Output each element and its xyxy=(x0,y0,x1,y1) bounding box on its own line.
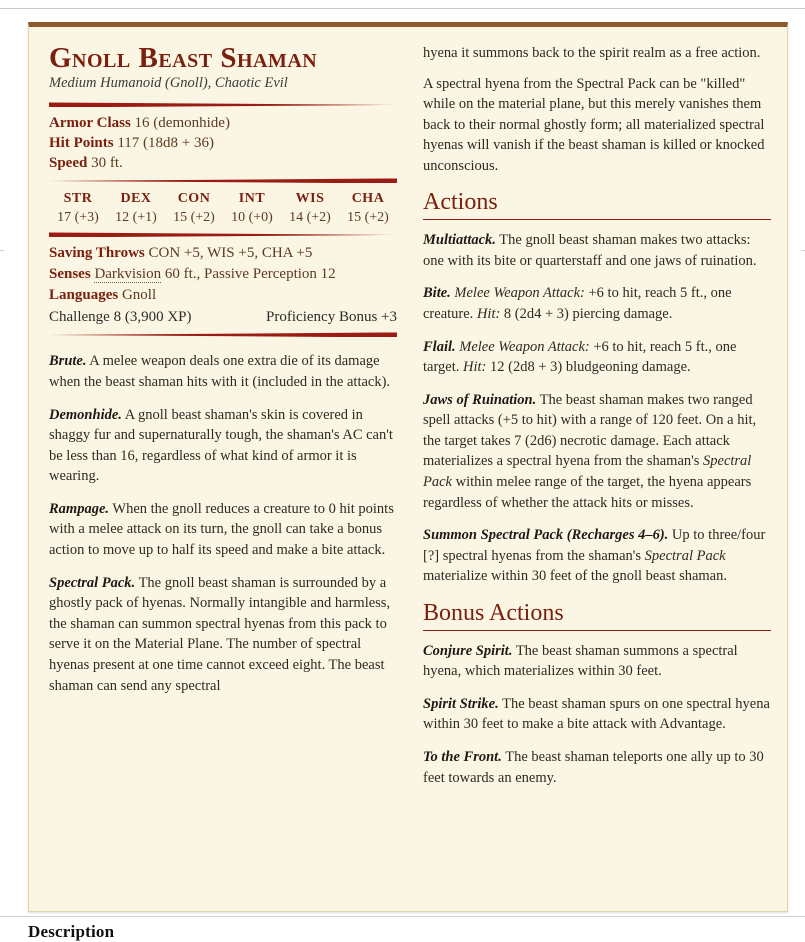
ability-score-table xyxy=(49,191,397,226)
traits-list xyxy=(49,351,397,696)
action-jaws-text-2: within melee range of the target, the hyena appears regardless of whether the attack hits or misses. xyxy=(423,474,752,511)
bonus-action-conjure-spirit-text: The beast shaman summons a spectral hyena, which materializes within 30 feet. xyxy=(423,642,738,680)
proficiency-line xyxy=(266,309,397,326)
ability-wis-value: 14 xyxy=(289,210,304,226)
ability-dex-value: 12 xyxy=(115,210,130,226)
trait-rampage-text: When the gnoll reduces a creature to 0 hit points with a melee attack on its turn, the gnoll can take a bonus action to move up to half its speed and make a bite attack. xyxy=(49,500,394,559)
spectral-pack-continuation xyxy=(423,43,771,176)
trait-demonhide xyxy=(49,405,397,487)
ability-int-value: 10 xyxy=(231,210,246,226)
bonus-action-spirit-strike xyxy=(423,694,771,735)
action-jaws-of-ruination-name: Jaws of Ruination. xyxy=(423,391,537,408)
tapered-rule-top xyxy=(49,102,397,107)
ability-dex-score xyxy=(107,210,165,226)
challenge-label: Challenge xyxy=(49,309,110,326)
bonus-action-spirit-strike-name: Spirit Strike. xyxy=(423,695,499,712)
action-flail-name: Flail. xyxy=(423,338,456,355)
action-flail-hit-label: Hit: xyxy=(463,359,487,376)
left-edge-tick xyxy=(0,250,4,251)
action-flail-hit-detail: 12 (2d8 + 3) bludgeoning damage. xyxy=(486,359,691,376)
senses-label: Senses xyxy=(49,266,91,283)
action-summon-text-2: materialize within 30 feet of the gnoll beast shaman. xyxy=(423,568,727,585)
statblock-right-column xyxy=(423,43,771,901)
hit-points-line xyxy=(49,135,397,152)
challenge-value: 8 (3,900 XP) xyxy=(113,309,192,326)
action-bite-attack-label: Melee Weapon Attack: xyxy=(454,285,585,302)
ability-wis-mod: (+2) xyxy=(306,210,331,226)
action-bite-hit-label: Hit: xyxy=(476,306,501,322)
trait-spectral-pack-text: The gnoll beast shaman is surrounded by a ghostly pack of hyenas. Normally intangible and harmless, the shaman can summon spectral hyenas from this pack to serve it on the Material Plane. The number of spectral hyenas present at one time cannot exceed eight. The beast shaman can send any spectral xyxy=(49,574,391,694)
hit-points-label: Hit Points xyxy=(49,135,114,152)
action-jaws-of-ruination xyxy=(423,390,771,513)
ability-dex-mod: (+1) xyxy=(132,210,157,226)
ability-dex xyxy=(107,191,165,226)
ability-con-value: 15 xyxy=(173,210,188,226)
trait-brute xyxy=(49,351,397,392)
trait-rampage-name: Rampage. xyxy=(49,500,110,517)
statblock-columns xyxy=(49,42,770,901)
ability-wis-abbr: WIS xyxy=(295,191,325,207)
statblock-left-column xyxy=(49,43,397,901)
trait-rampage xyxy=(49,499,397,561)
bonus-action-to-the-front xyxy=(423,747,771,788)
action-bite xyxy=(423,283,771,324)
armor-class-value: 16 (demonhide) xyxy=(134,115,230,132)
action-bite-hit-detail: 8 (2d4 + 3) piercing damage. xyxy=(500,306,673,322)
continuation-paragraph-1: hyena it summons back to the spirit realm as a free action. xyxy=(423,45,761,61)
armor-class-label: Armor Class xyxy=(49,115,131,132)
ability-con-abbr: CON xyxy=(177,191,211,207)
senses-line xyxy=(49,266,397,283)
actions-heading-rule xyxy=(423,219,771,220)
creature-name: Gnoll Beast Shaman xyxy=(49,42,318,74)
trait-brute-name: Brute. xyxy=(49,353,87,370)
description-heading: Description xyxy=(28,922,115,941)
ability-cha xyxy=(339,191,397,226)
action-jaws-spectral-pack-ref: Spectral Pack xyxy=(423,453,752,491)
saving-throws-value: CON +5, WIS +5, CHA +5 xyxy=(148,245,313,262)
bonus-action-conjure-spirit xyxy=(423,641,771,682)
speed-label: Speed xyxy=(49,155,88,172)
action-multiattack xyxy=(423,230,771,271)
action-bite-attack-detail: +6 to hit, reach 5 ft., one creature. xyxy=(423,285,732,322)
ability-str-score xyxy=(49,210,107,226)
action-multiattack-name: Multiattack. xyxy=(423,232,496,249)
monster-statblock xyxy=(28,22,788,912)
action-flail-attack-label: Melee Weapon Attack: xyxy=(459,338,590,355)
action-summon-spectral-pack-ref: Spectral Pack xyxy=(644,547,726,564)
ability-con xyxy=(165,191,223,226)
speed-line xyxy=(49,155,397,172)
speed-value: 30 ft. xyxy=(91,155,123,172)
ability-str xyxy=(49,191,107,226)
page-bottom-divider xyxy=(0,916,805,917)
creature-type-line: Medium Humanoid (Gnoll), Chaotic Evil xyxy=(49,75,288,92)
senses-value: 60 ft., Passive Perception 12 xyxy=(164,266,336,283)
ability-int-score xyxy=(223,210,281,226)
action-flail xyxy=(423,337,771,378)
languages-label: Languages xyxy=(49,287,119,304)
senses-darkvision-link[interactable]: Darkvision xyxy=(94,266,162,283)
trait-demonhide-text: A gnoll beast shaman's skin is covered in shaggy fur and supernaturally tough, the shaman's AC can't be less than 16, regardless of what kind of armor it is wearing. xyxy=(49,406,393,485)
languages-value: Gnoll xyxy=(121,287,157,304)
action-summon-spectral-pack-name: Summon Spectral Pack (Recharges 4–6). xyxy=(423,527,669,544)
action-summon-text-1: Up to three/four [?] spectral hyenas from the shaman's xyxy=(423,527,766,564)
bonus-action-spirit-strike-text: The beast shaman spurs on one spectral hyena within 30 feet to make a bite attack with Advantage. xyxy=(423,695,770,733)
actions-heading: Actions xyxy=(423,189,498,216)
action-bite-name: Bite. xyxy=(423,285,451,302)
ability-con-mod: (+2) xyxy=(190,210,215,226)
challenge-line xyxy=(49,309,192,326)
ability-cha-abbr: CHA xyxy=(351,191,385,207)
secondary-stats xyxy=(49,245,397,326)
right-edge-tick xyxy=(801,250,805,251)
saving-throws-line xyxy=(49,245,397,262)
proficiency-label: Proficiency Bonus xyxy=(266,309,378,326)
action-summon-spectral-pack xyxy=(423,525,771,587)
trait-brute-text: A melee weapon deals one extra die of its damage when the beast shaman hits with it (included in the attack). xyxy=(49,353,391,391)
proficiency-value: +3 xyxy=(381,309,397,326)
armor-class-line xyxy=(49,115,397,132)
ability-str-abbr: STR xyxy=(63,191,93,207)
action-flail-attack-detail: +6 to hit, reach 5 ft., one target. xyxy=(423,338,737,376)
ability-int-abbr: INT xyxy=(238,191,266,207)
action-multiattack-text: The gnoll beast shaman makes two attacks: one with its bite or quarterstaff and one jaws of ruination. xyxy=(423,232,757,269)
ability-str-value: 17 xyxy=(57,210,72,226)
ability-str-mod: (+3) xyxy=(74,210,99,226)
languages-line xyxy=(49,287,397,304)
saving-throws-label: Saving Throws xyxy=(49,245,145,262)
bonus-action-to-the-front-text: The beast shaman teleports one ally up to 30 feet towards an enemy. xyxy=(423,749,764,786)
ability-dex-abbr: DEX xyxy=(120,191,152,207)
trait-demonhide-name: Demonhide. xyxy=(49,406,122,423)
challenge-row xyxy=(49,309,397,326)
ability-wis-score xyxy=(281,210,339,226)
tapered-rule-abilities-top xyxy=(49,178,397,183)
tapered-rule-traits xyxy=(49,332,397,337)
ability-cha-mod: (+2) xyxy=(364,210,389,226)
bonus-actions-heading: Bonus Actions xyxy=(423,599,564,626)
bonus-action-conjure-spirit-name: Conjure Spirit. xyxy=(423,642,513,659)
ability-int xyxy=(223,191,281,226)
bonus-actions-heading-rule xyxy=(423,630,771,631)
page-top-divider xyxy=(0,8,805,9)
continuation-paragraph-2: A spectral hyena from the Spectral Pack can be "killed" while on the material plane, but this merely vanishes them back to their normal ghostly form; all materialized spectral hyenas will vanish if the beast shaman is killed or knocked unconscious. xyxy=(423,75,765,174)
action-jaws-text-1: The beast shaman makes two ranged spell attacks (+5 to hit) with a range of 120 feet. On a hit, the target takes 7 (2d6) necrotic damage. Each attack materializes a spectral hyena from the shaman's xyxy=(423,391,757,470)
ability-wis xyxy=(281,191,339,226)
ability-con-score xyxy=(165,210,223,226)
bonus-action-to-the-front-name: To the Front. xyxy=(423,749,502,766)
trait-spectral-pack-name: Spectral Pack. xyxy=(49,574,136,591)
hit-points-value: 117 (18d8 + 36) xyxy=(117,135,214,152)
trait-spectral-pack xyxy=(49,573,397,696)
ability-int-mod: (+0) xyxy=(248,210,273,226)
ability-cha-score xyxy=(339,210,397,226)
tapered-rule-abilities-bottom xyxy=(49,232,397,237)
ability-cha-value: 15 xyxy=(347,210,362,226)
